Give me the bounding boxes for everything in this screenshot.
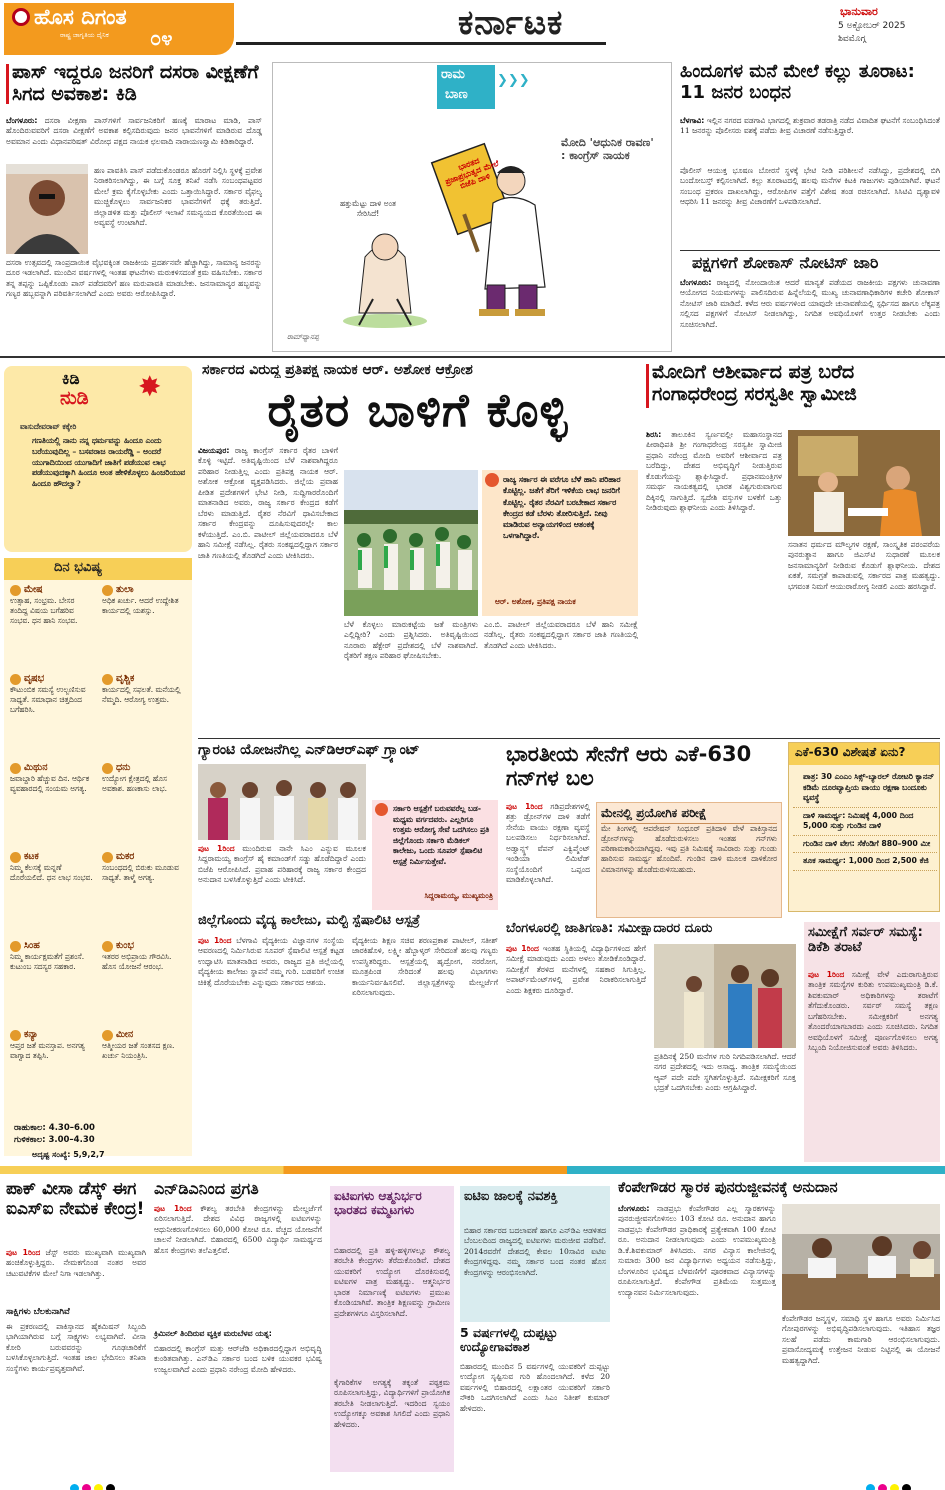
author-name: ವಾಸುದೇವರಾವ್ ಕಕ್ಕೇರಿ (20, 422, 77, 431)
paragraph: ದಸರಾ ವೀಕ್ಷಣಾ ಪಾಸ್‌ಗಳಿಗೆ ಸಾರ್ವಜನಿಕರಿಗೆ ಹಣಕ್ಕೆ ಮಾರಾಟ ಮಾಡಿ, ಪಾಸ್ ಹೊಂದಿರುವವರಿಗೆ ದಸರಾ ವೀಕ್ಷಣೆಗೆ ಅವಕಾಶ ಕಲ್ಪಿಸದಿರುವುದು ಜನರ ಭಾವನೆಗಳಿಗೆ ಮಾಡಿರುವ ದೊಡ್ಡ ಅವಮಾನ ಎಂದು ವಿಧಾನಪರಿಷತ್ ವಿರೋಧ ಪಕ್ಷದ ನಾಯಕ ಛಲವಾದಿ ನಾರಾಯಣಸ್ವಾಮಿ ಕಿಡಿಕಾರಿದ್ದಾರೆ. (6, 116, 262, 146)
sign-text: ಇತರರ ಅಭಿಪ್ರಾಯ ಗೌರವಿಸಿ. ಹೊಸ ಯೋಜನೆ ಆರಂಭ. (102, 952, 172, 972)
zodiac-icon (102, 1030, 113, 1041)
sign-name: ಸಿಂಹ (24, 940, 40, 951)
sign-text: ಸಂಬಂಧದಲ್ಲಿ ಬಿರುಕು ಮೂಡುವ ಸಾಧ್ಯತೆ. ತಾಳ್ಮೆ ಅಗತ್ಯ. (102, 863, 179, 883)
sign-name: ವೃಶ್ಚಿಕ (116, 673, 135, 684)
story-dasara-pass (6, 62, 262, 354)
dateline: ವಿಜಯಪುರ: (198, 446, 230, 455)
cartoon-signature: ರಾಮ್‌ಧ್ಯಾನಪ್ಪ (287, 333, 319, 341)
sign-name: ಧನು (116, 762, 131, 773)
zodiac-icon (10, 1030, 21, 1041)
horoscope-sign (102, 1029, 186, 1115)
story-headline: ಬೆಂಗಳೂರಲ್ಲಿ ಜಾತಿಗಣತಿ: ಸಮೀಕ್ಷಾದಾರರ ದೂರು (506, 921, 713, 936)
horoscope-sign (10, 940, 94, 1026)
story-body-col1 (646, 430, 782, 734)
trial-box (596, 802, 782, 918)
story-body-col2: ಕೆಂಪೇಗೌಡರ ಜನ್ಮಸ್ಥಳ, ಸಮಾಧಿ ಸ್ಥಳ ಹಾಗೂ ಅವರು ನಿರ್ಮಿಸಿದ ಗೋಪುರಗಳನ್ನು ಅಭಿವೃದ್ಧಿಪಡಿಸಲಾಗುವುದು. ಇತಿಹಾಸ ತಜ್ಞರ ಸಲಹೆ ಪಡೆದು ಕಾಮಗಾರಿ ಆರಂಭಿಸಲಾಗುವುದು. ಪ್ರವಾಸೋದ್ಯಮಕ್ಕೆ ಉತ್ತೇಜನ ನೀಡುವ ನಿಟ್ಟಿನಲ್ಲಿ ಈ ಯೋಜನೆ ಮಹತ್ವದ್ದಾಗಿದೆ. (782, 1314, 940, 1365)
paragraph: ಇಲ್ಲಿನ ನಗರದ ವಡಗಾವಿ ಭಾಗದಲ್ಲಿ ಶುಕ್ರವಾರ ತಡರಾತ್ರಿ ನಡೆದ ವಿವಾದಿತ ಘಟನೆಗೆ ಸಂಬಂಧಿಸಿದಂತೆ 11 ಜನರನ್ನು ಪೊಲೀಸರು ವಶಕ್ಕೆ ಪಡೆದು ತೀವ್ರ ವಿಚಾರಣೆ ನಡೆಸುತ್ತಿದ್ದಾರೆ. (680, 116, 940, 136)
lead-story (198, 362, 638, 736)
story-body (154, 1204, 322, 1326)
story-headline: ಹಿಂದೂಗಳ ಮನೆ ಮೇಲೆ ಕಲ್ಲು ತೂರಾಟ: 11 ಜನರ ಬಂಧನ (680, 61, 915, 103)
sign-text: ಅಧಿಕ ಖರ್ಚು. ಆದರೆ ಉದ್ದೇಶಿತ ಕಾರ್ಯದಲ್ಲಿ ಯಶಸ್ಸು. (102, 596, 179, 616)
paragraph: ಎಂ.ಬಿ. ಪಾಟೀಲ್ ಜಿಲ್ಲೆಯವರಾದರೂ ಬೆಳೆ ಹಾನಿ ಸಮೀಕ್ಷೆ ನಡೆಸಿಲ್ಲ. ರೈತರು ಸಂಕಷ್ಟದಲ್ಲಿದ್ದಾಗ ಸರ್ಕಾರ ಜಾತಿ ಗಣತಿಯಲ್ಲಿ ತೊಡಗಿದೆ ಎಂದು ಟೀಕಿಸಿದರು. (198, 529, 338, 560)
kidi-title-bottom: ನುಡಿ (60, 387, 89, 409)
masthead (0, 0, 945, 56)
story-body-col1 (506, 944, 646, 1162)
story-headline: ಪಾಸ್ ಇದ್ದರೂ ಜನರಿಗೆ ದಸರಾ ವೀಕ್ಷಣೆಗೆ ಸಿಗದ ಅವಕಾಶ: ಕಿಡಿ (12, 61, 259, 105)
color-strip (0, 1166, 945, 1174)
paragraph: ಕೌಶಲ್ಯ ತರಬೇತಿ ಕೇಂದ್ರಗಳನ್ನು ಮೇಲ್ದರ್ಜೆಗೆ ಏರಿಸಲಾಗುತ್ತಿದೆ. ದೇಶದ ವಿವಿಧ ರಾಜ್ಯಗಳಲ್ಲಿ ಐಟಿಐಗಳನ್ನು ಆಧುನೀಕರಣಗೊಳಿಸಲು 60,000 ಕೋಟಿ ರೂ. ವೆಚ್ಚದ ಯೋಜನೆಗೆ ಚಾಲನೆ ನೀಡಲಾಗಿದೆ. ಬಿಹಾರದಲ್ಲಿ 6500 ವಿದ್ಯಾರ್ಥಿ ಸಾಮರ್ಥ್ಯದ ಹೊಸ ಕೇಂದ್ರಗಳು ತಲೆಎತ್ತಲಿವೆ. (154, 1204, 322, 1255)
lead-body-col2: ಬೆಳೆ ಕೊಳ್ಳಲು ಮಾರುಕಟ್ಟೆಯ ಜತೆ ಮಂತ್ರಿಗಳು ಎಲ್ಲಿದ್ದೀರಿ? ಎಂದು ಪ್ರಶ್ನಿಸಿದರು. ಅತಿವೃಷ್ಟಿಯಿಂದ ನೂರಾರು ಹೆಕ್ಟೇರ್ ಪ್ರದೇಶದಲ್ಲಿ ಬೆಳೆ ನಾಶವಾಗಿದೆ. ರೈತರಿಗೆ ತಕ್ಷಣ ಪರಿಹಾರ ಘೋಷಿಸಬೇಕು. (344, 620, 478, 661)
edition-date: 5 ಅಕ್ಟೋಬರ್ 2025 (838, 21, 906, 31)
story-headline: ಸಮೀಕ್ಷೆಗೆ ಸರ್ವರ್ ಸಮಸ್ಯೆ: ಡಿಕೆಶಿ ತರಾಟೆ (808, 925, 923, 955)
story-headline: ಎನ್‌ಡಿಎನಿಂದ ಪ್ರಗತಿ (154, 1179, 259, 1198)
lead-body-col3: ಎಂ.ಬಿ. ಪಾಟೀಲ್ ಜಿಲ್ಲೆಯವರಾದರೂ ಬೆಳೆ ಹಾನಿ ಸಮೀಕ್ಷೆ ನಡೆಸಿಲ್ಲ. ರೈತರು ಸಂಕಷ್ಟದಲ್ಲಿದ್ದಾಗ ಸರ್ಕಾರ ಜಾತಿ ಗಣತಿಯಲ್ಲಿ ತೊಡಗಿದೆ ಎಂದು ಟೀಕಿಸಿದರು. (484, 620, 638, 650)
story-subhead: ಸಾಕ್ಷಿಗಳು ಬೆಲಕುನಾಗಿವೆ (6, 1307, 70, 1317)
ak630-factbox (788, 742, 940, 912)
logo-text: ಹೊಸ ದಿಗಂತ (34, 5, 127, 29)
photo-surveyors (654, 944, 796, 1048)
story-dks-server (804, 922, 940, 1162)
dateline: ಪುಟ 1ರಿಂದ (154, 1204, 192, 1213)
horoscope-sign (102, 673, 186, 759)
story-headline: ಮೋದಿಗೆ ಆಶೀರ್ವಾದ ಪತ್ರ ಬರೆದ ಗಂಗಾಧರೇಂದ್ರ ಸರಸ್ವತೀ ಸ್ವಾಮೀಜಿ (652, 361, 857, 405)
paragraph: ಬೆಳಗಾವಿ ವೈದ್ಯಕೀಯ ವಿಜ್ಞಾನಗಳ ಸಂಸ್ಥೆಯ ಆವರಣದಲ್ಲಿ ನಿರ್ಮಿಸಿರುವ ಸೂಪರ್ ಸ್ಪೆಷಾಲಿಟಿ ಆಸ್ಪತ್ರೆ ಕಟ್ಟಡ ಉದ್ಘಾಟಿಸಿ ಮಾತನಾಡಿದ ಅವರು, ರಾಜ್ಯದ ಪ್ರತಿ ಜಿಲ್ಲೆಯಲ್ಲಿ ವೈದ್ಯಕೀಯ ಕಾಲೇಜು ಸ್ಥಾಪನೆ ನಮ್ಮ ಗುರಿ. ಬಡವರಿಗೆ ಉಚಿತ ಚಿಕಿತ್ಸೆ ದೊರೆಯಬೇಕು ಎನ್ನುವುದು ಸರ್ಕಾರದ ಆಶಯ. (198, 936, 344, 987)
story-headline: ಪಕ್ಷಗಳಿಗೆ ಶೋಕಾಸ್ ನೋಟಿಸ್ ಜಾರಿ (692, 253, 879, 272)
registration-marks (866, 1478, 914, 1490)
story-body-col2: ಸನಾತನ ಧರ್ಮದ ಮೌಲ್ಯಗಳ ರಕ್ಷಣೆ, ಸಾಂಸ್ಕೃತಿಕ ಪರಂಪರೆಯ ಪುನರುತ್ಥಾನ ಹಾಗೂ ಜಿಎಸ್‌ಟಿ ಸುಧಾರಣೆ ಮೂಲಕ ಜನಸಾಮಾನ್ಯರಿಗೆ ನೀಡಿರುವ ಕೊಡುಗೆ ಶ್ಲಾಘನೀಯ. ದೇಶದ ಏಕತೆ, ಸಮಗ್ರತೆ ಕಾಪಾಡುವಲ್ಲಿ ಸರ್ಕಾರದ ಪಾತ್ರ ಮಹತ್ವದ್ದು. ಭಗವಂತ ನಿಮಗೆ ಆಯುರಾರೋಗ್ಯ ನೀಡಲಿ ಎಂದು ಹರಸಿದ್ದಾರೆ. (788, 540, 940, 591)
badge-bottom: ಬಾಣ (445, 87, 468, 102)
trial-subhead: ಮೇನಲ್ಲಿ ಪ್ರಯೋಗಿಕ ಪರೀಕ್ಷೆ (601, 807, 777, 824)
logo-lamp-icon (12, 8, 30, 26)
zodiac-icon (10, 585, 21, 596)
zodiac-icon (10, 941, 21, 952)
zodiac-icon (10, 674, 21, 685)
story-subhead: ಕ್ರಿಮಿನಲ್ ತಿಂದಿರುವ ವ್ಯಕ್ತಿಕ ಮರುಬೆಳವ ಯತ್ನ: (154, 1329, 272, 1338)
paragraph: ಗಡಿಪ್ರದೇಶಗಳಲ್ಲಿ ಶತ್ರು ಡ್ರೋನ್‌ಗಳ ದಾಳಿ ತಡೆಗೆ ಸೇನೆಯ ವಾಯು ರಕ್ಷಣಾ ವ್ಯವಸ್ಥೆ ಬಲಪಡಿಸಲು ನಿರ್ಧರಿಸಲಾಗಿದೆ. ಅಡ್ವಾನ್ಸ್ಡ್ ವೆಪನ್ ಎಕ್ವಿಪ್ಮೆಂಟ್ ಇಂಡಿಯಾ ಲಿಮಿಟೆಡ್ ಸಂಸ್ಥೆಯೊಂದಿಗೆ ಒಪ್ಪಂದ ಮಾಡಿಕೊಳ್ಳಲಾಗಿದೆ. (506, 802, 590, 885)
factbox-list (793, 769, 937, 871)
photo-dks-meeting (782, 1204, 940, 1310)
story-iti-network (460, 1186, 610, 1322)
quote-mark-icon (485, 473, 499, 487)
quote-attribution: ಸಿದ್ದರಾಮಯ್ಯ, ಮುಖ್ಯಮಂತ್ರಿ (424, 891, 493, 900)
swamiji-photo-illustration (788, 430, 940, 536)
horoscope-sign (10, 851, 94, 937)
page-number: ೦೪ (150, 26, 173, 50)
story-marker (6, 64, 9, 104)
paragraph: ಜೆಸ್ಟ್ ಅವರು ಮುಖ್ಯವಾಗಿ ಮುಖ್ಯವಾಗಿ ಹಂಚಿಕೊಳ್ಳುತ್ತಿದ್ದರು. ನೇಮಕಗೊಂಡ ನಂತರ ಅವರ ಚಟುವಟಿಕೆಗಳ ಮೇಲೆ ನಿಗಾ ಇಡಲಾಗಿತ್ತು. (6, 1248, 146, 1278)
dateline: ಪುಟ 1ರಿಂದ (506, 802, 543, 811)
logo-subtitle: ರಾಷ್ಟ್ರ ಜಾಗೃತಿಯ ದೈನಿಕ (60, 31, 109, 39)
gulikakala: ಗುಳಿಕಕಾಲ: 3.00–4.30 (14, 1135, 95, 1145)
story-body (680, 278, 940, 354)
story-body (680, 116, 940, 166)
story-body-cont: ಈ ಪ್ರಕರಣದಲ್ಲಿ ಪಾಕಿಸ್ತಾನದ ಹೈಕಮಿಷನ್ ಸಿಬ್ಬಂದಿ ಭಾಗಿಯಾಗಿರುವ ಬಗ್ಗೆ ಸಾಕ್ಷ್ಯಗಳು ಲಭ್ಯವಾಗಿವೆ. ವೀಸಾ ಕೋರಿ ಬರುವವರನ್ನು ಗೂಢಚಾರಿಕೆಗೆ ಬಳಸಿಕೊಳ್ಳಲಾಗುತ್ತಿದೆ. ಇಂತಹ ಜಾಲ ಭೇದಿಸಲು ತನಿಖಾ ಸಂಸ್ಥೆಗಳು ಕಾರ್ಯಪ್ರವೃತ್ತವಾಗಿವೆ. (6, 1322, 146, 1373)
dateline: ಪುಟ 1ರಿಂದ (506, 944, 539, 953)
lead-headline: ರೈತರ ಬಾಳಿಗೆ ಕೊಳ್ಳಿ (267, 383, 569, 437)
story-body (808, 970, 938, 1158)
lead-body-col1 (198, 446, 338, 732)
horoscope-sign (10, 673, 94, 759)
photo-cm-event (198, 764, 366, 840)
lead-quote-box (482, 470, 638, 616)
cartoon-rama-bana (272, 62, 672, 352)
story-body-col2: ವೈದ್ಯಕೀಯ ಶಿಕ್ಷಣ ಸಚಿವ ಶರಣಪ್ರಕಾಶ ಪಾಟೀಲ್, ಸತೀಶ್ ಜಾರಕಿಹೊಳಿ, ಲಕ್ಷ್ಮೀ ಹೆಬ್ಬಾಳ್ಕರ್ ಸೇರಿದಂತೆ ಹಲವು ಗಣ್ಯರು ಉಪಸ್ಥಿತರಿದ್ದರು. ಆಸ್ಪತ್ರೆಯಲ್ಲಿ ಹೃದ್ರೋಗ, ನರರೋಗ, ಮೂತ್ರಪಿಂಡ ಸೇರಿದಂತೆ ಹಲವು ವಿಭಾಗಗಳು ಕಾರ್ಯನಿರ್ವಹಿಸಲಿವೆ. ಜಿಲ್ಲಾಸ್ಪತ್ರೆಗಳನ್ನು ಮೇಲ್ದರ್ಜೆಗೆ ಏರಿಸಲಾಗುವುದು. (352, 936, 498, 998)
sign-text: ಉತ್ಸಾಹ, ಸಂಭ್ರಮ. ಬೇಸರ ತಂದಿದ್ದ ವಿಷಯ ಬಗೆಹರಿವ ಸಂಭವ. ಧನ ಹಾನಿ ಸಂಭವ. (10, 596, 78, 625)
story-ak630 (506, 742, 782, 918)
horoscope-sign (10, 584, 94, 670)
story-body-cont: ದಸರಾ ಉತ್ಸವದಲ್ಲಿ ಸಾಂಪ್ರದಾಯಿಕ ವೈಭವಕ್ಕಿಂತ ರಾಜಕೀಯ ಪ್ರದರ್ಶನವೇ ಹೆಚ್ಚಾಗಿದ್ದು, ಸಾಮಾನ್ಯ ಜನರನ್ನು ದೂರ ಇಡಲಾಗಿದೆ. ಮುಂದಿನ ವರ್ಷಗಳಲ್ಲಿ ಇಂತಹ ಘಟನೆಗಳು ಮರುಕಳಿಸದಂತೆ ಕ್ರಮ ವಹಿಸಬೇಕು. ಸರ್ಕಾರ ತನ್ನ ತಪ್ಪನ್ನು ಒಪ್ಪಿಕೊಂಡು ಪಾಸ್ ಪಡೆದವರಿಗೆ ಹಣ ಮರುಪಾವತಿ ಮಾಡಬೇಕು. ಜನಸಾಮಾನ್ಯರ ಹಬ್ಬವನ್ನು ಗಣ್ಯರ ಹಬ್ಬವನ್ನಾಗಿ ಪರಿವರ್ತಿಸಲಾಗಿದೆ ಎಂದು ಅವರು ಆರೋಪಿಸಿದ್ದಾರೆ. (6, 258, 262, 299)
badge-top: ರಾಮ (441, 67, 465, 82)
fact-item: ಪಾತ್ರ: 30 ಎಂಎಂ ಸಿಕ್ಸ್-ಬ್ಯಾರಲ್ ರೋಟರಿ ಕ್ಯಾನನ್ ಕಡಿಮೆ ದೂರವ್ಯಾಪ್ತಿಯ ವಾಯು ರಕ್ಷಣಾ ಬಂದೂಕು ವ್ಯವಸ್ಥೆ (793, 769, 937, 808)
cm-event-photo-illustration (198, 764, 366, 840)
story-body: ಬಿಹಾರದಲ್ಲಿ ಮುಂದಿನ 5 ವರ್ಷಗಳಲ್ಲಿ ಯುವಕರಿಗೆ ದುಪ್ಪಟ್ಟು ಉದ್ಯೋಗ ಸೃಷ್ಟಿಸುವ ಗುರಿ ಹೊಂದಲಾಗಿದೆ. ಕಳೆದ 20 ವರ್ಷಗಳಲ್ಲಿ ಬಿಹಾರದಲ್ಲಿ ಲಕ್ಷಾಂತರ ಯುವಕರಿಗೆ ಸರ್ಕಾರಿ ನೌಕರಿ ಒದಗಿಸಲಾಗಿದೆ ಎಂದು ಸಿಎಂ ನಿತೀಶ್ ಕುಮಾರ್ ಹೇಳಿದರು. (460, 1362, 610, 1413)
fact-item: ತೂಕ ಸಾಮರ್ಥ್ಯ: 1,000 ದಿಂದ 2,500 ಕೆಜಿ (793, 853, 937, 871)
band-divider (198, 738, 940, 739)
story-headline: ಐಟಿಐಗಳು ಆತ್ಮನಿರ್ಭರ ಭಾರತದ ಕಮ್ಮಟಗಳು (334, 1189, 422, 1217)
spark-icon: ✸ (138, 370, 162, 403)
story-body-col1 (198, 936, 344, 1160)
paragraph: ರಾಜ್ಯದಲ್ಲಿ ನೋಂದಾಯಿತ ಆದರೆ ಮಾನ್ಯತೆ ಪಡೆಯದ ರಾಜಕೀಯ ಪಕ್ಷಗಳು ಚುನಾವಣಾ ಆಯೋಗದ ನಿಯಮಗಳನ್ನು ಪಾಲಿಸದಿರುವ ಹಿನ್ನೆಲೆಯಲ್ಲಿ ಮುಖ್ಯ ಚುನಾವಣಾಧಿಕಾರಿಗಳ ಕಚೇರಿ ಶೋಕಾಸ್ ನೋಟಿಸ್ ಜಾರಿ ಮಾಡಿದೆ. ಕಳೆದ ಆರು ವರ್ಷಗಳಿಂದ ಯಾವುದೇ ಚುನಾವಣೆಯಲ್ಲಿ ಸ್ಪರ್ಧಿಸದ ಹಾಗೂ ಲೆಕ್ಕಪತ್ರ ಸಲ್ಲಿಸದ ಪಕ್ಷಗಳಿಗೆ ನೋಟಿಸ್ ನೀಡಲಾಗಿದ್ದು, ನಿಗದಿತ ಅವಧಿಯೊಳಗೆ ಉತ್ತರ ನೀಡಬೇಕು ಎಂದು ಸೂಚಿಸಲಾಗಿದೆ. (680, 278, 940, 329)
story-body-col: ಹಣ ಪಾವತಿಸಿ ಪಾಸ್ ಪಡೆದುಕೊಂಡರೂ ಹೊರಗೆ ನಿಲ್ಲಿಸಿ ಸ್ಥಳಕ್ಕೆ ಪ್ರವೇಶ ನಿರಾಕರಿಸಲಾಗಿದ್ದು, ಈ ಬಗ್ಗೆ ಸೂಕ್ತ ತನಿಖೆ ನಡೆಸಿ ಸಂಬಂಧಪಟ್ಟವರ ಮೇಲೆ ಕ್ರಮ ಕೈಗೊಳ್ಳಬೇಕು ಎಂದು ಒತ್ತಾಯಿಸಿದ್ದಾರೆ. ಸರ್ಕಾರ ವೈಫಲ್ಯ ಮುಚ್ಚಿಕೊಳ್ಳಲು ಸಾರ್ವಜನಿಕರ ಭಾವನೆಗಳಿಗೆ ಧಕ್ಕೆ ತರುತ್ತಿದೆ. ಜಿಲ್ಲಾಡಳಿತ ಮತ್ತು ಪೊಲೀಸ್ ಇಲಾಖೆ ಸಮನ್ವಯದ ಕೊರತೆಯಿಂದ ಈ ಅವ್ಯವಸ್ಥೆ ಉಂಟಾಗಿದೆ. (94, 166, 262, 228)
story-body-cont: ಪೊಲೀಸ್ ಆಯುಕ್ತ ಭೂಷಣ ಬೋರಸೆ ಸ್ಥಳಕ್ಕೆ ಭೇಟಿ ನೀಡಿ ಪರಿಶೀಲನೆ ನಡೆಸಿದ್ದು, ಪ್ರದೇಶದಲ್ಲಿ ಬಿಗಿ ಬಂದೋಬಸ್ತ್ ಕಲ್ಪಿಸಲಾಗಿದೆ. ಕಲ್ಲು ತೂರಾಟದಲ್ಲಿ ಹಲವು ಮನೆಗಳ ಕಿಟಕಿ ಗಾಜುಗಳು ಪುಡಿಯಾಗಿವೆ. ಘಟನೆ ಸಂಬಂಧ ಪ್ರಕರಣ ದಾಖಲಾಗಿದ್ದು, ಆರೋಪಿಗಳ ಪತ್ತೆಗೆ ವಿಶೇಷ ತಂಡ ರಚಿಸಲಾಗಿದೆ. ಸಿಸಿಟಿವಿ ದೃಶ್ಯಾವಳಿ ಆಧರಿಸಿ 11 ಜನರನ್ನು ತೀವ್ರ ವಿಚಾರಣೆಗೆ ಒಳಪಡಿಸಲಾಗಿದೆ. (680, 166, 940, 207)
paragraph: ಸಮೀಕ್ಷೆ ವೇಳೆ ಎದುರಾಗುತ್ತಿರುವ ತಾಂತ್ರಿಕ ಸಮಸ್ಯೆಗಳ ಕುರಿತು ಉಪಮುಖ್ಯಮಂತ್ರಿ ಡಿ.ಕೆ. ಶಿವಕುಮಾರ್ ಅಧಿಕಾರಿಗಳನ್ನು ತರಾಟೆಗೆ ತೆಗೆದುಕೊಂಡರು. ಸರ್ವರ್ ಸಮಸ್ಯೆ ತಕ್ಷಣ ಬಗೆಹರಿಸಬೇಕು. ಸಮೀಕ್ಷಕರಿಗೆ ಅನಗತ್ಯ ತೊಂದರೆಯಾಗಬಾರದು ಎಂದು ಸೂಚಿಸಿದರು. ನಿಗದಿತ ಅವಧಿಯೊಳಗೆ ಸಮೀಕ್ಷೆ ಪೂರ್ಣಗೊಳಿಸಲು ಅಗತ್ಯ ಸಿಬ್ಬಂದಿ ನಿಯೋಜಿಸುವಂತೆ ಅವರು ತಿಳಿಸಿದರು. (808, 970, 938, 1053)
horoscope-sign (102, 940, 186, 1026)
story-kempegowda-memorial (618, 1180, 940, 1472)
sign-text: ಆಪ್ತರ ಜತೆ ಮನಸ್ತಾಪ. ಅನಗತ್ಯ ವಾಗ್ವಾದ ತಪ್ಪಿಸಿ. (10, 1041, 85, 1061)
section-title: ಕರ್ನಾಟಕ (458, 3, 564, 43)
story-showcause (680, 254, 940, 354)
portrait-illustration (6, 164, 88, 254)
sign-name: ಮಿಥುನ (24, 762, 48, 773)
edition-day: ಭಾನುವಾರ (840, 5, 878, 18)
sign-text: ನಿಮ್ಮ ಕಾರ್ಯಕ್ಷಮತೆಗೆ ಪ್ರಶಂಸೆ. ಕುಟುಂಬ ಸದಸ್ಯರ ಸಹಕಾರ. (10, 952, 85, 972)
farmers-photo-illustration (344, 470, 478, 616)
photo-ashok-farmers (344, 470, 478, 616)
kidi-title-top: ಕಿಡಿ (62, 369, 80, 388)
dateline: ಬೆಂಗಳೂರು: (6, 116, 38, 125)
divider (680, 250, 940, 251)
story-belagavi-stone (680, 62, 940, 246)
story-headline: ಜಿಲ್ಲೆಗೊಂದು ವೈದ್ಯ ಕಾಲೇಜು, ಮಲ್ಟಿ ಸ್ಪೆಷಾಲಿಟಿ ಆಸ್ಪತ್ರೆ (198, 913, 420, 928)
quote-text: ಸರ್ಕಾರಿ ಆಸ್ಪತ್ರೆಗೆ ಬರುವವರೆಲ್ಲ ಬಡ-ಮಧ್ಯಮ ವರ್ಗದವರು. ಎಲ್ಲರಿಗೂ ಉತ್ತಮ ಆರೋಗ್ಯ ಸೇವೆ ಒದಗಿಸಲು ಪ್ರತಿ ಜಿಲ್ಲೆಗೊಂದು ಸರ್ಕಾರಿ ಮೆಡಿಕಲ್ ಕಾಲೇಜು, ಒಂದು ಸೂಪರ್ ಸ್ಪೆಷಾಲಿಟಿ ಆಸ್ಪತ್ರೆ ನಿರ್ಮಿಸುತ್ತೇವೆ. (393, 804, 490, 866)
surveyors-photo-illustration (654, 944, 796, 1048)
sign-text: ಕೌಟುಂಬಿಕ ಸಮಸ್ಯೆ ಉಲ್ಬಣಿಸುವ ಸಾಧ್ಯತೆ. ಸಮಾಧಾನ ಚಿತ್ತದಿಂದ ಬಗೆಹರಿಸಿ. (10, 685, 86, 714)
paragraph: ಜಿಲ್ಲೆಯ ಪ್ರವಾಹ ಪೀಡಿತ ಪ್ರದೇಶಗಳಿಗೆ ಭೇಟಿ ನೀಡಿ, ಸುದ್ದಿಗಾರರೊಂದಿಗೆ ಮಾತನಾಡಿದ ಅವರು, ರಾಜ್ಯ ಸರ್ಕಾರ ಕೇಂದ್ರದ ಕಡೆಗೆ ಬೆರಳು ಮಾಡುತ್ತಿದೆ. ರೈತರ ನೆರವಿಗೆ ಧಾವಿಸಬೇಕಾದ ಸರ್ಕಾರ ಕೇಂದ್ರವನ್ನು ದೂಷಿಸುವುದರಲ್ಲೇ ಕಾಲ ಕಳೆಯುತ್ತಿದೆ. (198, 477, 338, 539)
sign-name: ಮೇಷ (24, 584, 43, 595)
sign-text: ಉದ್ಯೋಗ ಕ್ಷೇತ್ರದಲ್ಲಿ ಹೊಸ ಅವಕಾಶ. ಹಣಕಾಸು ಲಾಭ. (102, 774, 167, 794)
story-medical-college (198, 914, 498, 1160)
zodiac-icon (102, 674, 113, 685)
meeting-photo-illustration (782, 1204, 940, 1310)
fact-item: ಗುಂಡಿನ ದಾಳಿ ವೇಗ: ಸೆಕೆಂಡಿಗೆ 880–900 ಮೀ (793, 836, 937, 854)
dateline: ಪುಟ 1ರಿಂದ (808, 970, 845, 979)
story-body (198, 844, 366, 910)
story-nda-progress (154, 1180, 322, 1472)
band-divider (0, 356, 945, 358)
zodiac-icon (10, 852, 21, 863)
paragraph: ರಾಜ್ಯ ಕಾಂಗ್ರೆಸ್ ಸರ್ಕಾರ ರೈತರ ಬಾಳಿಗೆ ಕೊಳ್ಳಿ ಇಟ್ಟಿದೆ. ಅತಿವೃಷ್ಟಿಯಿಂದ ಬೆಳೆ ನಾಶವಾಗಿದ್ದರೂ ಪರಿಹಾರ ನೀಡುತ್ತಿಲ್ಲ ಎಂದು ಪ್ರತಿಪಕ್ಷ ನಾಯಕ ಆರ್. ಅಶೋಕ ಆಕ್ರೋಶ ವ್ಯಕ್ತಪಡಿಸಿದರು. (198, 446, 338, 487)
sign-text: ಕಾರ್ಯದಲ್ಲಿ ಸಫಲತೆ. ಮನೆಯಲ್ಲಿ ನೆಮ್ಮದಿ. ಆರೋಗ್ಯ ಉತ್ತಮ. (102, 685, 181, 705)
zodiac-icon (102, 941, 113, 952)
dateline: ಶಿರಸಿ: (646, 430, 662, 439)
zodiac-icon (102, 585, 113, 596)
story-iti-atmanirbhar (330, 1186, 454, 1472)
dateline: ಪುಟ 1ರಿಂದ (6, 1248, 41, 1257)
sign-name: ಮಕರ (116, 851, 135, 862)
zodiac-icon (10, 763, 21, 774)
horoscope-sign (102, 762, 186, 848)
cm-quote-box (372, 800, 498, 910)
sign-text: ನಿಮ್ಮ ಕೆಲಸಕ್ಕೆ ಮನ್ನಣೆ ದೊರೆಯಲಿದೆ. ಧನ ಲಾಭ ಸಂಭವ. (10, 863, 93, 883)
story-body-cont: ಬಿಹಾರದಲ್ಲಿ ಕಾಂಗ್ರೆಸ್ ಮತ್ತು ಆರ್‌ಜೆಡಿ ಅಧಿಕಾರದಲ್ಲಿದ್ದಾಗ ಅಭಿವೃದ್ಧಿ ಕುಂಠಿತವಾಗಿತ್ತು. ಎನ್‌ಡಿಎ ಸರ್ಕಾರ ಬಂದ ಬಳಿಕ ಯುವಕರ ಭವಿಷ್ಯ ಉಜ್ವಲವಾಗಿದೆ ಎಂದು ಪ್ರಧಾನಿ ನರೇಂದ್ರ ಮೋದಿ ಹೇಳಿದರು. (154, 1344, 322, 1374)
paragraph: ಪ್ರಧಾನಮಂತ್ರಿಗಳ ಸಮರ್ಥ ನಾಯಕತ್ವದಲ್ಲಿ ಭಾರತ ವಿಶ್ವಗುರುವಾಗುವ ದಿಕ್ಕಿನಲ್ಲಿ ಸಾಗುತ್ತಿದೆ. ಸ್ವದೇಶಿ ವಸ್ತುಗಳ ಬಳಕೆಗೆ ಒತ್ತು ನೀಡಿರುವುದು ಶ್ಲಾಘನೀಯ ಎಂದು ತಿಳಿಸಿದ್ದಾರೆ. (646, 471, 782, 513)
horoscope-panel (4, 558, 192, 1159)
story-body-cont: ಕೈಗಾರಿಕೆಗಳ ಅಗತ್ಯಕ್ಕೆ ತಕ್ಕಂತೆ ಪಠ್ಯಕ್ರಮ ರೂಪಿಸಲಾಗುತ್ತಿದ್ದು, ವಿದ್ಯಾರ್ಥಿಗಳಿಗೆ ಪ್ರಾಯೋಗಿಕ ತರಬೇತಿ ನೀಡಲಾಗುತ್ತಿದೆ. ಇದರಿಂದ ಸ್ವಯಂ ಉದ್ಯೋಗಕ್ಕೂ ಅವಕಾಶ ಸಿಗಲಿದೆ ಎಂದು ಪ್ರಧಾನಿ ಹೇಳಿದರು. (334, 1378, 450, 1429)
story-headline: ಭಾರತೀಯ ಸೇನೆಗೆ ಆರು ಎಕೆ-630 ಗನ್‌ಗಳ ಬಲ (506, 742, 752, 791)
sign-name: ಕುಂಭ (116, 940, 134, 951)
story-body-col1 (618, 1204, 776, 1472)
story-body: ಬಿಹಾರದಲ್ಲಿ ಪ್ರತಿ ಹಳ್ಳಿ-ಹಳ್ಳಿಗಳಲ್ಲೂ ಕೌಶಲ್ಯ ತರಬೇತಿ ಕೇಂದ್ರಗಳು ತೆರೆದುಕೊಂಡಿವೆ. ದೇಶದ ಯುವಕರಿಗೆ ಉದ್ಯೋಗ ದೊರಕಿಸುವಲ್ಲಿ ಐಟಿಐಗಳ ಪಾತ್ರ ಮಹತ್ವದ್ದು. ಆತ್ಮನಿರ್ಭರ ಭಾರತ ನಿರ್ಮಾಣಕ್ಕೆ ಐಟಿಐಗಳು ಪ್ರಮುಖ ಕೊಂಡಿಯಾಗಿವೆ. ತಾಂತ್ರಿಕ ಶಿಕ್ಷಣವನ್ನು ಗ್ರಾಮೀಣ ಪ್ರದೇಶಗಳಿಗೂ ವಿಸ್ತರಿಸಲಾಗಿದೆ. (334, 1246, 450, 1318)
photo-swamiji (788, 430, 940, 536)
paragraph: ನಗರ ವಿನ್ಯಾಸ ಕಾಲೇಜಿನಲ್ಲಿ ಸುಮಾರು 300 ಜನ ವಿದ್ಯಾರ್ಥಿಗಳು ಅಧ್ಯಯನ ನಡೆಸುತ್ತಿದ್ದು, ಬೆಂಗಳೂರಿನ ಭವಿಷ್ಯದ ಬೆಳವಣಿಗೆಗೆ ಪೂರಕವಾದ ವಿನ್ಯಾಸಗಳನ್ನು ರೂಪಿಸಲಾಗುತ್ತಿದೆ. ಕೆಂಪೇಗೌಡ ಪ್ರತಿಮೆಯ ಸುತ್ತಮುತ್ತ ಉದ್ಯಾನವನ ನಿರ್ಮಿಸಲಾಗುವುದು. (618, 1245, 776, 1297)
story-headline: ಕೆಂಪೇಗೌಡರ ಸ್ಮಾರಕ ಪುನರುಜ್ಜೀವನಕ್ಕೆ ಅನುದಾನ (618, 1180, 838, 1196)
sign-text: ಆತ್ಮೀಯರ ಜತೆ ಸಂತಸದ ಕ್ಷಣ. ಖರ್ಚು ನಿಯಂತ್ರಿಸಿ. (102, 1041, 175, 1061)
cartoon-caption: ಮೋದಿ 'ಆಧುನಿಕ ರಾವಣ' : ಕಾಂಗ್ರೆಸ್ ನಾಯಕ (561, 136, 654, 162)
sign-name: ತುಲಾ (116, 584, 134, 595)
horoscope-sign (102, 584, 186, 670)
story-swamiji-letter (646, 362, 940, 734)
dateline: ಬೆಳಗಾವಿ: (680, 116, 705, 125)
kidi-nudi-box (4, 366, 192, 552)
lead-kicker: ಸರ್ಕಾರದ ವಿರುದ್ಧ ಪ್ರತಿಪಕ್ಷ ನಾಯಕ ಆರ್. ಅಶೋಕ ಆಕ್ರೋಶ (202, 362, 473, 378)
registration-marks (70, 1478, 118, 1490)
quote-text: ರಾಜ್ಯ ಸರ್ಕಾರ ಈ ವರೆಗೂ ಬೆಳೆ ಹಾನಿ ಪರಿಹಾರ ಕೊಟ್ಟಿಲ್ಲ. ಜತೆಗೆ ತೆರಿಗೆ ಇಳಿಕೆಯ ಲಾಭ ಜನರಿಗೆ ಕೊಟ್ಟಿಲ್ಲ. ರೈತರ ನೆರವಿಗೆ ಬರಬೇಕಾದ ಸರ್ಕಾರ ಕೇಂದ್ರದ ಕಡೆ ಬೆರಳು ತೋರಿಸುತ್ತಿದೆ. ನೀವು ಮಾಡಿರುವ ಅನ್ಯಾಯಗಳಿಂದ ಆತಂಕಕ್ಕೆ ಒಳಗಾಗಿದ್ದಾರೆ. (503, 475, 621, 541)
paragraph: ತಾಲೂಕಿನ ಸ್ವರ್ಣವಲ್ಲೀ ಮಹಾಸಂಸ್ಥಾನದ ಪೀಠಾಧಿಪತಿ ಶ್ರೀ ಗಂಗಾಧರೇಂದ್ರ ಸರಸ್ವತೀ ಸ್ವಾಮೀಜಿ ಪ್ರಧಾನಿ ನರೇಂದ್ರ ಮೋದಿ ಅವರಿಗೆ ಆಶೀರ್ವಾದ ಪತ್ರ ಬರೆದಿದ್ದು, ದೇಶದ ಅಭಿವೃದ್ಧಿಗೆ ನೀಡುತ್ತಿರುವ ಕೊಡುಗೆಯನ್ನು ಶ್ಲಾಘಿಸಿದ್ದಾರೆ. (646, 430, 782, 481)
edition-city: ಶಿವಮೊಗ್ಗ (838, 34, 866, 44)
fact-item: ದಾಳಿ ಸಾಮರ್ಥ್ಯ: ನಿಮಿಷಕ್ಕೆ 4,000 ದಿಂದ 5,000 ಸುತ್ತು ಗುಂಡಿನ ದಾಳಿ (793, 808, 937, 836)
story-body (506, 802, 590, 918)
trial-text: ಮೇ ತಿಂಗಳಲ್ಲಿ ಆಪರೇಷನ್ ಸಿಂಧೂರ್ ಪ್ರತಿದಾಳಿ ವೇಳೆ ಪಾಕಿಸ್ತಾನದ ಡ್ರೋನ್‌ಗಳನ್ನು ಹೊಡೆದುರುಳಿಸಲು ಇಂತಹ ಗನ್‌ಗಳು ಪರಿಣಾಮಕಾರಿಯಾಗಿದ್ದವು. ಇವು ಪ್ರತಿ ನಿಮಿಷಕ್ಕೆ ಸಾವಿರಾರು ಸುತ್ತು ಗುಂಡು ಹಾರಿಸುವ ಸಾಮರ್ಥ್ಯ ಹೊಂದಿವೆ. ಗುಂಡಿನ ದಾಳಿ ಮೂಲಕ ದಾಳಿಕೋರ ವಿಮಾನಗಳನ್ನು ಹೊಡೆದುರುಳಿಸಬಹುದು. (601, 823, 777, 874)
story-jobs-doubled (460, 1326, 610, 1472)
rahukala: ರಾಹುಕಾಲ: 4.30–6.00 (14, 1123, 95, 1133)
dateline: ಬೆಂಗಳೂರು: (680, 278, 712, 287)
sign-name: ವೃಷಭ (24, 673, 45, 684)
horoscope-sign (10, 762, 94, 848)
lucky-numbers: ಅದೃಷ್ಟ ಸಂಖ್ಯೆ: 5,9,2,7 (32, 1150, 105, 1159)
horoscope-sign (10, 1029, 94, 1115)
photo-narayanaswamy (6, 164, 88, 254)
placard-text: ಭಾರತದ ಪ್ರಜಾಪ್ರಭುತ್ವದ ಮೇಲೆ ಬಿಜೆಪಿ ದಾಳಿ (443, 156, 501, 191)
cartoon-speech: ಹತ್ತುಮೆಟ್ಟು ದಾಳಿ ಅಂತ ಸೇರಿಸಿದೆ! (339, 199, 397, 218)
story-body: ಬಿಹಾರ ಸರ್ಕಾರದ ಬದಲಾವಣೆ ಹಾಗೂ ಎನ್‌ಡಿಎ ಆಡಳಿತದ ಬೆಂಬಲದಿಂದ ರಾಜ್ಯದಲ್ಲಿ ಐಟಿಐಗಳು ಮರುಜೀವ ಪಡೆದಿವೆ. 2014ರವರೆಗೆ ದೇಶದಲ್ಲಿ ಕೇವಲ 10ಸಾವಿರ ಐಟಿಐ ಕೇಂದ್ರಗಳಿದ್ದವು. ನಮ್ಮ ಸರ್ಕಾರ ಬಂದ ನಂತರ ಹೊಸ ಕೇಂದ್ರಗಳನ್ನು ಆರಂಭಿಸಲಾಗಿದೆ. (464, 1226, 606, 1277)
horoscope-sign (102, 851, 186, 937)
dateline: ಪುಟ 1ರಿಂದ (198, 936, 232, 945)
zodiac-icon (102, 763, 113, 774)
horoscope-title: ದಿನ ಭವಿಷ್ಯ (4, 558, 192, 580)
sign-name: ಕನ್ಯಾ (24, 1029, 39, 1040)
dateline: ಪುಟ 1ರಿಂದ (198, 844, 235, 853)
kidi-text: ಗಣತಿಯಲ್ಲಿ ನಾನು ನನ್ನ ಧರ್ಮವನ್ನು ಹಿಂದೂ ಎಂದು ಬರೆಯುವುದಿಲ್ಲ – ಬಸವರಾಜ ರಾಯರೆಡ್ಡಿ – ಅಂದರೆ ಯುಗಾದಿಯಿಂದ ಯುಗಾದಿಗೆ ಜಾತಿಗೆ ಪಡೆಯುವ ಲಾಭ ಪಡೆಯುವುದಕ್ಕಾಗಿ ಹಿಂದೂ ಅಂತ ಹೇಳಿಕೊಳ್ಳಲು ಹಿಂಜರಿಯುವ ಹಿಂದೂ ಹೌದಲ್ವಾ? (32, 436, 186, 488)
story-pak-visa (6, 1180, 146, 1472)
paragraph: ಮುಂದಿರುವ ನಾನೇ ಸಿಎಂ ಎನ್ನುವ ಮೂಲಕ ಸಿದ್ದರಾಮಯ್ಯ ಕಾಂಗ್ರೆಸ್ ಹೈ ಕಮಾಂಡ್‌ಗೆ ಸಡ್ಡು ಹೊಡೆದಿದ್ದಾರೆ ಎಂದು ಬಿಜೆಪಿ ಆರೋಪಿಸಿದೆ. ಪ್ರವಾಹ ಪರಿಹಾರಕ್ಕೆ ರಾಜ್ಯ ಸರ್ಕಾರ ಕೇಂದ್ರದ ಅನುದಾನ ಬಳಸಿಕೊಳ್ಳುತ್ತಿದೆ ಎಂದು ಟೀಕಿಸಿದೆ. (198, 844, 366, 885)
badge-arrows-icon: ❯❯❯ (497, 73, 530, 88)
story-headline: ಪಾಕ್ ವೀಸಾ ಡೆಸ್ಕ್ ಈಗ ಐಎಸ್‌ಐ ನೇಮಕ ಕೇಂದ್ರ! (6, 1179, 145, 1219)
story-guarantee-ndrf (198, 742, 498, 910)
quote-mark-icon (375, 803, 388, 816)
factbox-title: ಎಕೆ-630 ವಿಶೇಷತೆ ಏನು? (789, 743, 939, 765)
story-body-col2: ಪ್ರತಿದಿನಕ್ಕೆ 250 ಮನೆಗಳ ಗುರಿ ನಿಗದಿಪಡಿಸಲಾಗಿದೆ. ಆದರೆ ನಗರ ಪ್ರದೇಶದಲ್ಲಿ ಇದು ಅಸಾಧ್ಯ. ತಾಂತ್ರಿಕ ಸಮಸ್ಯೆಯಿಂದ ಆ್ಯಪ್ ಪದೇ ಪದೇ ಸ್ಥಗಿತಗೊಳ್ಳುತ್ತಿದೆ. ಸಮೀಕ್ಷಕರಿಗೆ ಸೂಕ್ತ ಭದ್ರತೆ ಒದಗಿಸಬೇಕು ಎಂದು ಆಗ್ರಹಿಸಿದ್ದಾರೆ. (654, 1052, 796, 1093)
dateline: ಬೆಂಗಳೂರು: (618, 1204, 650, 1213)
sign-name: ಮೀನ (116, 1029, 134, 1040)
story-caste-census-complaint (506, 922, 796, 1162)
story-headline: 5 ವರ್ಷಗಳಲ್ಲಿ ದುಪ್ಪಟ್ಟು ಉದ್ಯೋಗಾವಕಾಶ (460, 1325, 558, 1355)
story-headline: ಐಟಿಐ ಜಾಲಕ್ಕೆ ನವಶಕ್ತಿ (464, 1189, 558, 1204)
quote-attribution: ಆರ್. ಅಶೋಕ, ಪ್ರತಿಪಕ್ಷ ನಾಯಕ (495, 597, 576, 606)
story-marker (646, 364, 649, 408)
zodiac-icon (102, 852, 113, 863)
sign-name: ಕಟಕ (24, 851, 39, 862)
paragraph: ಇಂತಹ ಸ್ಥಿತಿಯಲ್ಲಿ ವಿದ್ಯಾರ್ಥಿಗಳಿಂದ ಹೇಗೆ ಸಮೀಕ್ಷೆ ಮಾಡುವುದು ಎಂದು ಅಳಲು ತೋಡಿಕೊಂಡಿದ್ದಾರೆ. ಸಮೀಕ್ಷೆಗೆ ತೆರಳಿದ ಮನೆಗಳಲ್ಲಿ ಸಹಕಾರ ಸಿಗುತ್ತಿಲ್ಲ. ಅಪಾರ್ಟ್‌ಮೆಂಟ್‌ಗಳಲ್ಲಿ ಪ್ರವೇಶ ನಿರಾಕರಿಸಲಾಗುತ್ತಿದೆ ಎಂದು ಶಿಕ್ಷಕರು ದೂರಿದ್ದಾರೆ. (506, 944, 646, 995)
story-headline: ಗ್ಯಾರಂಟಿ ಯೋಜನೆಗಿಲ್ಲ ಎನ್‌ಡಿಆರ್‌ಎಫ್ ಗ್ರ್ಯಾಂಟ್ (198, 742, 420, 758)
story-body (6, 1248, 146, 1304)
paragraph: ನಾಡಪ್ರಭು ಕೆಂಪೇಗೌಡರ ಎಲ್ಲ ಸ್ಮಾರಕಗಳನ್ನು ಪುನರುಜ್ಜೀವನಗೊಳಿಸಲು 103 ಕೋಟಿ ರೂ. ಅನುದಾನ ಹಾಗೂ ನಾಡಪ್ರಭು ಕೆಂಪೇಗೌಡರ ಪ್ರಾಧಿಕಾರಕ್ಕೆ ಪ್ರತ್ಯೇಕವಾಗಿ 100 ಕೋಟಿ ರೂ. ಅನುದಾನ ನೀಡಲಾಗುವುದು ಎಂದು ಉಪಮುಖ್ಯಮಂತ್ರಿ ಡಿ.ಕೆ.ಶಿವಕುಮಾರ್ ತಿಳಿಸಿದರು. (618, 1204, 776, 1255)
sign-text: ಜವಾಬ್ದಾರಿ ಹೆಚ್ಚುವ ದಿನ. ಆರ್ಥಿಕ ವ್ಯವಹಾರದಲ್ಲಿ ಸಂಯಮ ಅಗತ್ಯ. (10, 774, 90, 794)
